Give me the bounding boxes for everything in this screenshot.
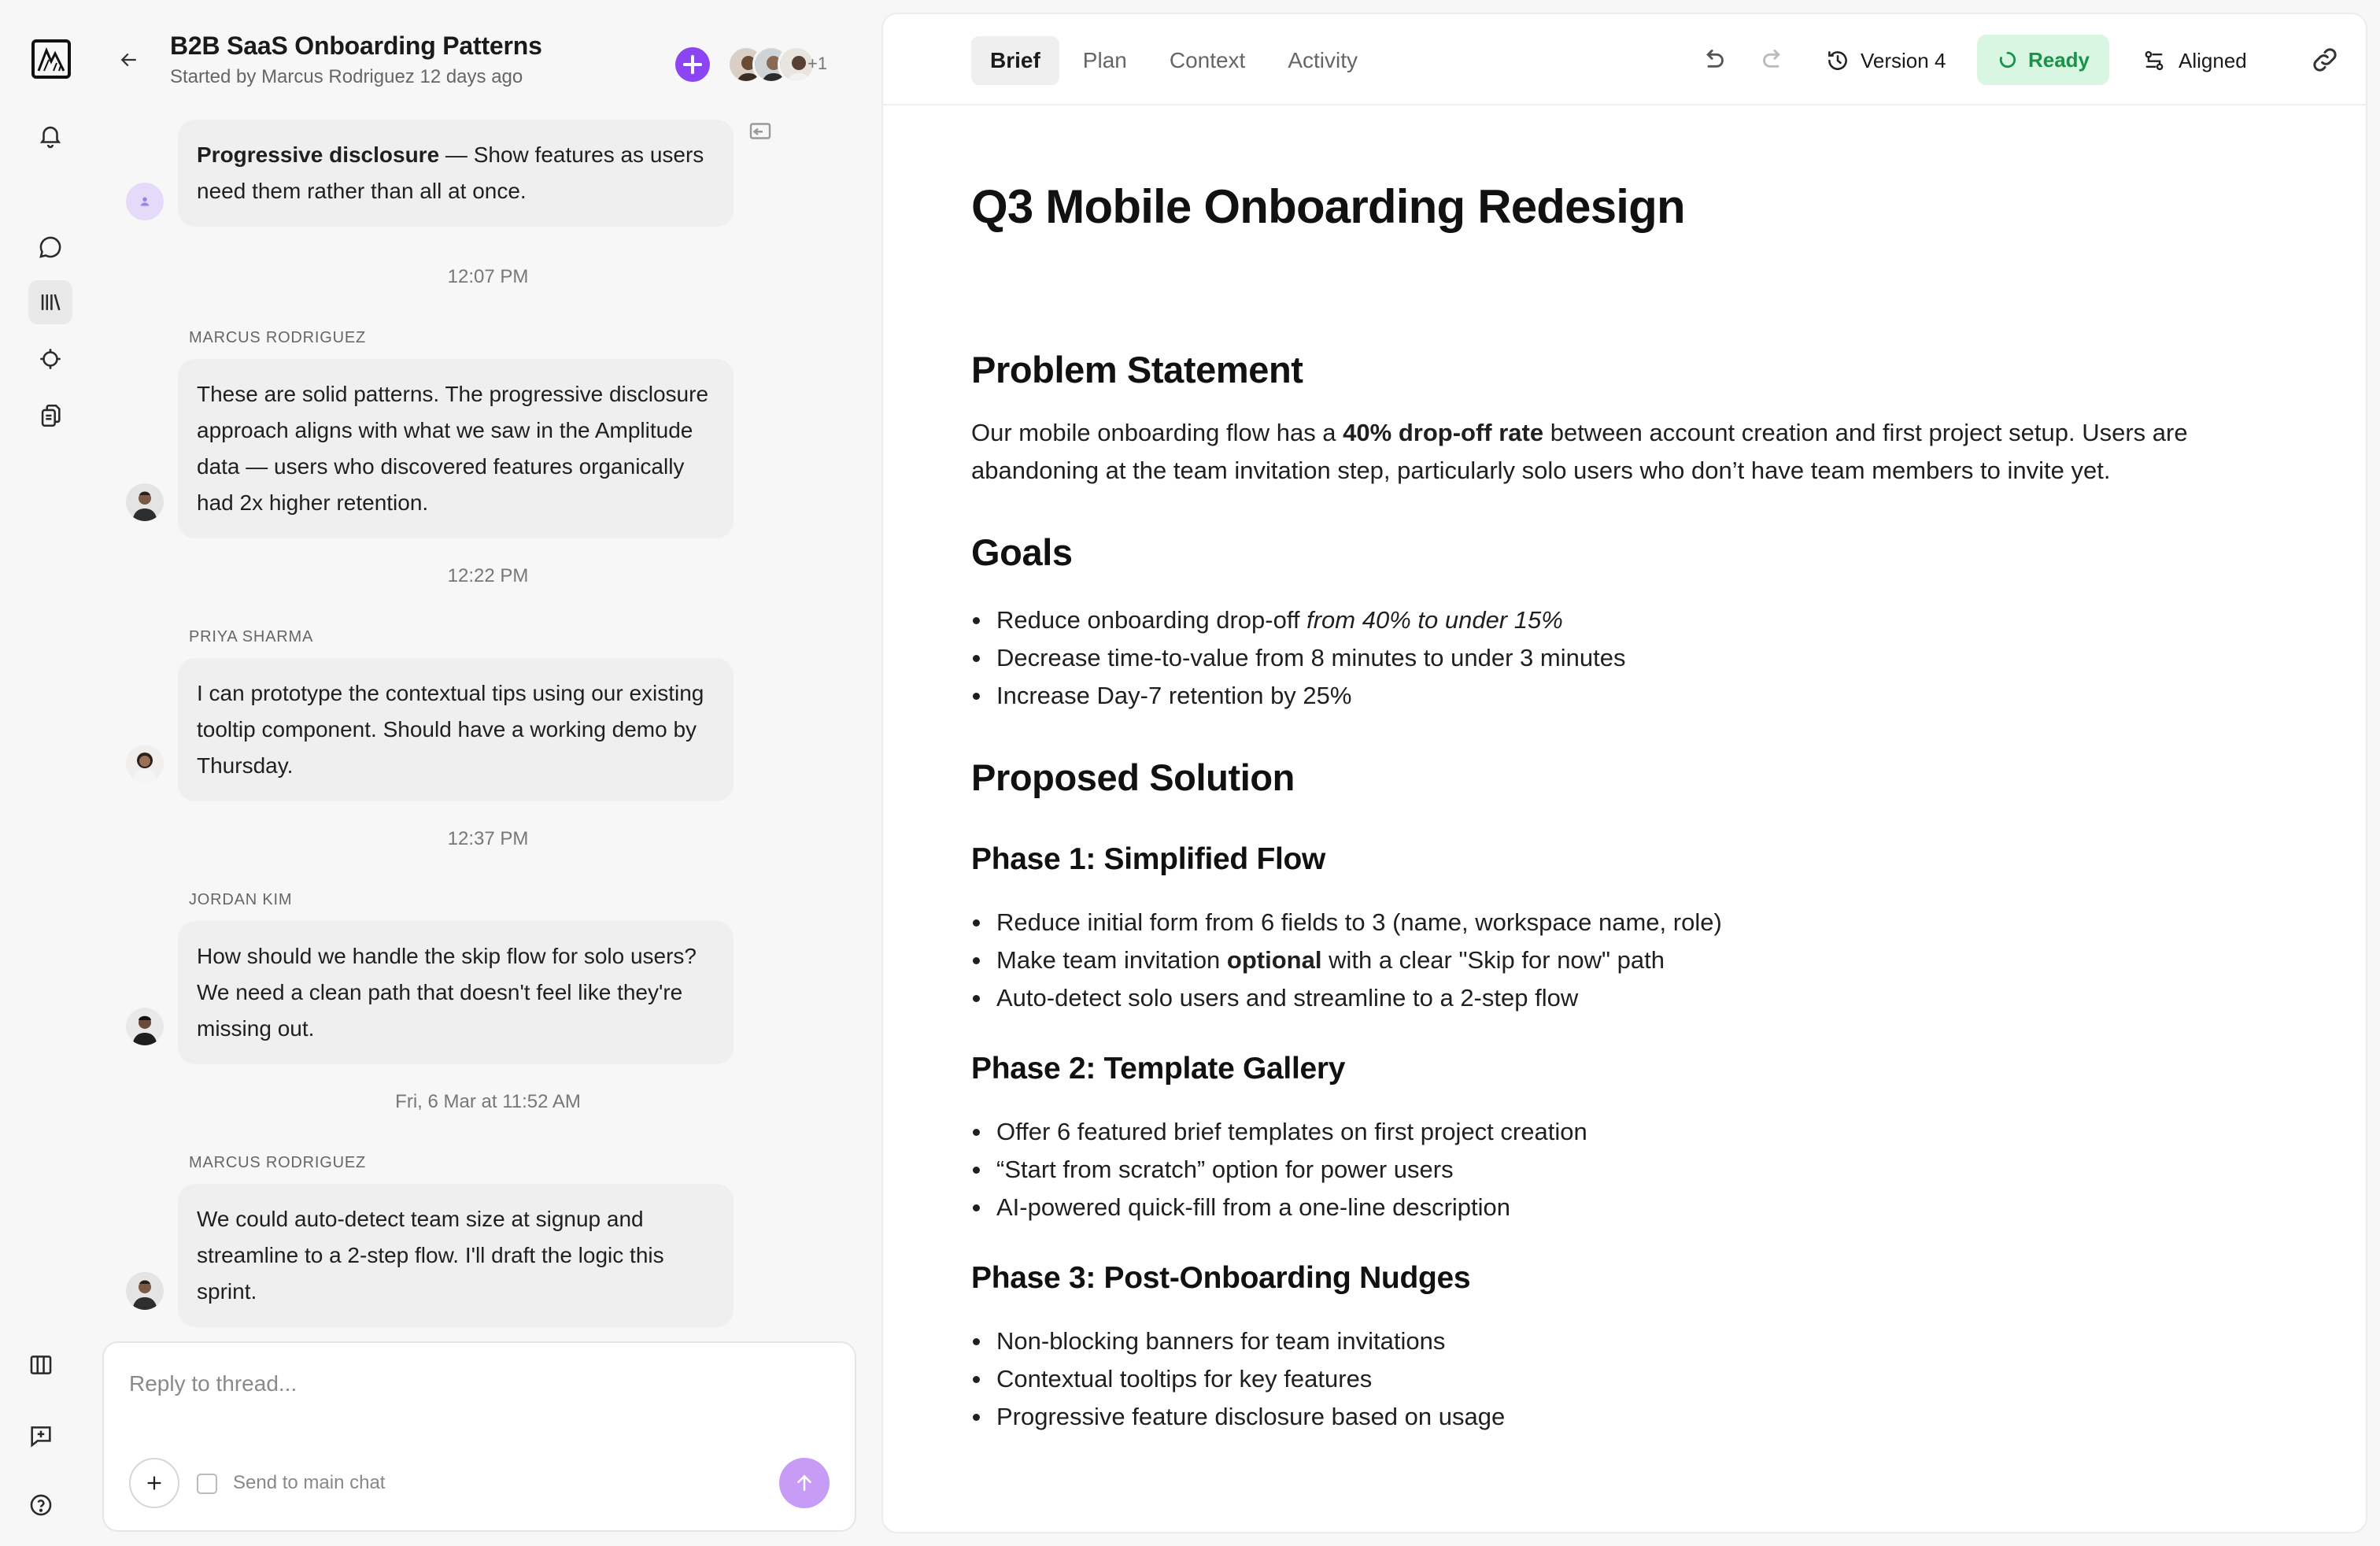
- problem-heading: Problem Statement: [971, 349, 1303, 390]
- reply-in-thread-icon: [746, 118, 774, 146]
- message-text: How should we handle the skip flow for solo users? We need a clean path that doesn't feel like they're missing out.: [197, 944, 697, 1041]
- progress-ring-icon: [1997, 49, 2019, 71]
- list-item: [971, 941, 1722, 979]
- list-item: [971, 601, 1625, 639]
- chat-bubble-icon: [37, 234, 64, 261]
- timestamp: 12:37 PM: [447, 828, 529, 849]
- extra-members-count: +1: [808, 54, 828, 73]
- message-bold-text: Progressive disclosure: [197, 142, 440, 167]
- document-panel: [881, 13, 2367, 1533]
- thread-panel: [102, 0, 874, 1546]
- message-bubble: [178, 120, 734, 227]
- panel-layout-button[interactable]: [19, 1343, 63, 1387]
- plus-icon: [142, 1471, 166, 1495]
- message-text: These are solid patterns. The progressive disclosure approach aligns with what we saw in the Amplitude data — users who discovered features organically had 2x higher retention.: [197, 382, 709, 515]
- arrow-left-icon: [117, 48, 141, 72]
- left-rail: [0, 0, 102, 1546]
- tab-plan[interactable]: Plan: [1082, 48, 1127, 72]
- attach-button[interactable]: [129, 1458, 179, 1508]
- help-circle-icon: [28, 1492, 54, 1518]
- history-icon: [1824, 47, 1851, 74]
- list-item: Decrease time-to-value from 8 minutes to under 3 minutes: [971, 639, 1625, 677]
- columns-icon: [28, 1352, 54, 1378]
- message-text: We could auto-detect team size at signup and streamline to a 2-step flow. I'll draft the logic this sprint.: [197, 1207, 664, 1304]
- avatar: [126, 745, 164, 782]
- list-item: “Start from scratch” option for power users: [971, 1151, 1587, 1189]
- list-item: Contextual tooltips for key features: [971, 1360, 1505, 1398]
- plus-icon: [675, 47, 710, 82]
- alignment-icon: [2141, 47, 2168, 74]
- library-icon: [37, 289, 64, 316]
- document-tabs: [971, 36, 1377, 85]
- target-nav-button[interactable]: [28, 337, 72, 381]
- redo-button[interactable]: [1758, 44, 1790, 76]
- list-item-text: Make team invitation: [996, 946, 1227, 974]
- problem-paragraph: [971, 414, 2262, 490]
- list-item: Non-blocking banners for team invitations: [971, 1322, 1505, 1360]
- message-text: I can prototype the contextual tips using our existing tooltip component. Should have a working demo by Thursday.: [197, 681, 704, 778]
- logo-icon: [35, 43, 68, 76]
- list-item: Reduce initial form from 6 fields to 3 (name, workspace name, role): [971, 904, 1722, 941]
- avatar: [126, 483, 164, 521]
- alignment-button[interactable]: [2141, 36, 2247, 85]
- avatar: [126, 1008, 164, 1045]
- phase2-list: [971, 1113, 1587, 1226]
- list-item: Auto-detect solo users and streamline to a 2-step flow: [971, 979, 1722, 1017]
- solution-heading: Proposed Solution: [971, 756, 1295, 798]
- thread-header: [102, 0, 874, 118]
- chat-nav-button[interactable]: [28, 225, 72, 269]
- arrow-up-icon: [793, 1471, 816, 1495]
- tab-brief[interactable]: Brief: [971, 36, 1059, 85]
- timestamp: Fri, 6 Mar at 11:52 AM: [395, 1091, 581, 1112]
- document-toolbar: [883, 14, 2367, 105]
- new-message-button[interactable]: [19, 1414, 63, 1458]
- send-button[interactable]: [779, 1458, 830, 1508]
- message-text: — Show features as users need them rather than all at once.: [197, 142, 704, 203]
- list-item: Progressive feature disclosure based on usage: [971, 1398, 1505, 1436]
- problem-text: Our mobile onboarding flow has a: [971, 419, 1343, 446]
- goals-list: [971, 601, 1625, 715]
- thread-messages: [102, 118, 874, 1330]
- reply-input[interactable]: [129, 1371, 822, 1396]
- send-to-main-label: Send to main chat: [233, 1472, 386, 1493]
- tab-context[interactable]: Context: [1169, 48, 1246, 72]
- help-button[interactable]: [19, 1483, 63, 1527]
- message-sender: JORDAN KIM: [189, 891, 293, 908]
- app-logo[interactable]: [31, 39, 71, 79]
- assistant-icon: [136, 193, 153, 210]
- back-button[interactable]: [113, 44, 145, 76]
- thread-title: B2B SaaS Onboarding Patterns: [170, 31, 542, 60]
- reply-composer: [102, 1341, 856, 1532]
- undo-button[interactable]: [1697, 44, 1728, 76]
- list-item-text: with a clear "Skip for now" path: [1321, 946, 1665, 974]
- status-label: Ready: [2027, 47, 2090, 72]
- timestamp: 12:22 PM: [447, 565, 529, 586]
- timestamp: 12:07 PM: [447, 266, 529, 287]
- alignment-label: Aligned: [2179, 48, 2247, 72]
- status-badge[interactable]: [1977, 35, 2109, 85]
- phase3-heading: Phase 3: Post-Onboarding Nudges: [971, 1261, 1471, 1295]
- phase3-list: [971, 1322, 1505, 1436]
- goals-heading: Goals: [971, 531, 1073, 573]
- message-sender: PRIYA SHARMA: [189, 628, 314, 645]
- avatar: [126, 1272, 164, 1310]
- library-nav-button[interactable]: [28, 280, 72, 324]
- message-sender: MARCUS RODRIGUEZ: [189, 1154, 367, 1171]
- link-icon: [2309, 44, 2341, 76]
- list-item-emphasis: from 40% to under 15%: [1306, 606, 1563, 634]
- documents-icon: [37, 402, 64, 429]
- message-bubble: [178, 921, 734, 1064]
- phase2-heading: Phase 2: Template Gallery: [971, 1052, 1346, 1086]
- message-bubble: [178, 658, 734, 801]
- message-bubble: [178, 1184, 734, 1327]
- problem-bold-text: 40% drop-off rate: [1343, 419, 1544, 446]
- redo-icon: [1758, 44, 1790, 76]
- notifications-button[interactable]: [28, 113, 72, 157]
- problem-text: between account creation and first project setup. Users are abandoning at the team invitation step, particularly solo users who don’t have team members to invite yet.: [971, 419, 2188, 484]
- reply-icon[interactable]: [746, 118, 774, 146]
- participant-avatars[interactable]: [727, 46, 869, 85]
- crosshair-icon: [37, 346, 64, 372]
- phase1-list: [971, 904, 1722, 1017]
- list-item-bold: optional: [1226, 946, 1322, 974]
- bell-icon: [37, 122, 64, 149]
- message-plus-icon: [28, 1422, 54, 1449]
- version-button[interactable]: [1824, 36, 1946, 85]
- thread-subtitle: Started by Marcus Rodriguez 12 days ago: [170, 66, 523, 87]
- documents-nav-button[interactable]: [28, 394, 72, 438]
- tab-activity[interactable]: Activity: [1288, 48, 1358, 72]
- send-to-main-checkbox[interactable]: [197, 1474, 217, 1494]
- undo-icon: [1697, 44, 1728, 76]
- add-member-button[interactable]: [675, 47, 710, 82]
- copy-link-button[interactable]: [2309, 44, 2341, 76]
- list-item: Increase Day-7 retention by 25%: [971, 677, 1625, 715]
- assistant-avatar: [126, 183, 164, 220]
- phase1-heading: Phase 1: Simplified Flow: [971, 842, 1326, 876]
- list-item-text: Reduce onboarding drop-off: [996, 606, 1307, 634]
- list-item: AI-powered quick-fill from a one-line description: [971, 1189, 1587, 1226]
- message-bubble: [178, 359, 734, 538]
- document-title[interactable]: Q3 Mobile Onboarding Redesign: [971, 180, 1685, 233]
- version-label: Version 4: [1861, 48, 1946, 72]
- list-item: Offer 6 featured brief templates on first project creation: [971, 1113, 1587, 1151]
- message-sender: MARCUS RODRIGUEZ: [189, 329, 367, 346]
